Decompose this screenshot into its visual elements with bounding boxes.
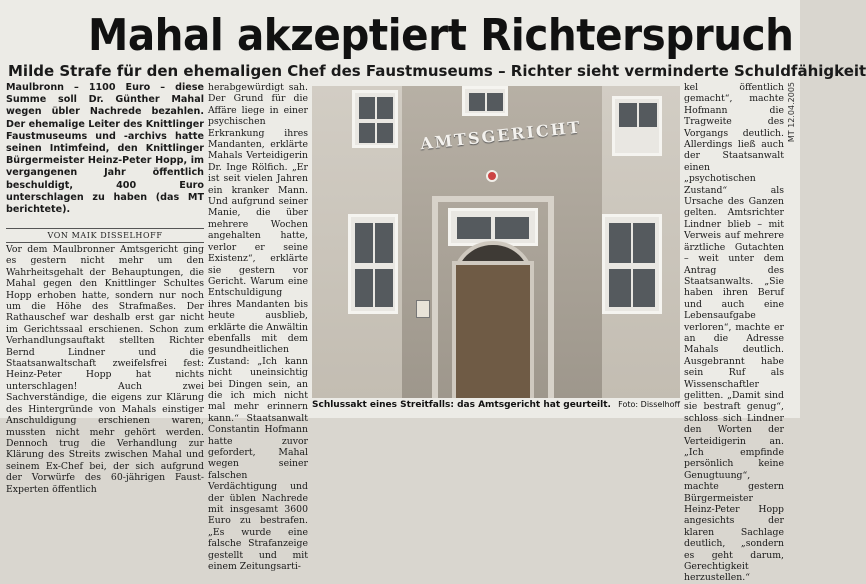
window [612, 96, 662, 156]
window [462, 86, 508, 116]
window [602, 214, 662, 314]
article-column-2 [208, 82, 308, 573]
coat-of-arms-plaque [416, 300, 430, 318]
column-2-text: herabgewürdigt sah. Der Grund für die Affäre liege in einer psychischen Erkrankung ihres Mandanten, erklärte Mahals Verteidigerin Dr. Inge Rölfich. „Er ist seit vielen Jahren ein kranker Mann. Und aufgrund seiner Manie, die über mehrere Wochen angehalten hatte, verlor er seine Existenz“, erklärte sie gestern vor Gericht. Warum eine Entschuldigung ihres Mandanten bis heute ausblieb, erklärte die Anwältin ebenfalls mit dem gesundheitlichen Zustand: „Ich kann nicht uneinsichtig bei Dingen sein, an die ich mich nicht mal mehr erinnern kann.“ Staatsanwalt Constantin Hofmann hatte zuvor gefordert, Mahal wegen seiner falschen Verdächtigung und der üblen Nachrede mit insgesamt 3600 Euro zu bestrafen. „Es wurde eine falsche Strafanzeige gestellt und mit einem Zeitungsarti- [208, 82, 308, 573]
court-door [452, 261, 534, 398]
author-byline: VON MAIK DISSELHOFF [6, 228, 204, 243]
photo-caption [312, 400, 680, 410]
article-column-1 [6, 244, 204, 495]
intro-text: Maulbronn – 1100 Euro – diese Summe soll Dr. Günther Mahal wegen übler Nachrede bezahlen. Der ehemalige Leiter des Knittlinger Faustmuseums und -archivs hatte seinen Intimfeind, den Knittlinger Bürgermeister Heinz-Peter Hopp, im vergangenen Jahr öffentlich beschuldigt, 400 Euro unterschlagen zu haben (das MT berichtete). [6, 82, 204, 216]
window [348, 214, 398, 314]
window [352, 90, 398, 148]
article-intro [6, 82, 204, 224]
subheadline: Milde Strafe für den ehemaligen Chef des Faustmuseums – Richter sieht verminderte Schuldfähigkeit [8, 62, 866, 80]
court-building-photo [312, 86, 680, 398]
emblem-icon [486, 170, 498, 182]
article-column-3 [684, 82, 784, 584]
building-sign: AMTSGERICHT [419, 117, 583, 154]
photo-credit: Foto: Disselhoff [618, 400, 680, 409]
column-1-text: Vor dem Maulbronner Amtsgericht ging es gestern nicht mehr um den Wahrheitsgehalt der Behauptungen, die Mahal gegen den Knittlinger Schultes Hopp erhoben hatte, sondern nur noch um die Höhe des Strafmaßes. Der Rathauschef war deshalb erst gar nicht im Gerichtssaal erschienen. Schon zum Verhandlungsauftakt stellten Richter Bernd Lindner und die Staatsanwaltschaft zweifelsfrei fest: Heinz-Peter Hopp hat nichts unterschlagen! Auch zwei Sachverständige, die eigens zur Klärung des Hintergründe von Mahals einstiger Anschuldigung erschienen waren, mussten nicht mehr gehört werden. Dennoch trug die Verhandlung zur Klärung des Streits zwischen Mahal und seinem Ex-Chef bei, der sich aufgrund der Vorwürfe des 60-jährigen Faust-Experten öffentlich [6, 244, 204, 495]
column-3-text: kel öffentlich gemacht“, machte Hofmann die Tragweite des Vorgangs deutlich. Allerdings ließ auch der Staatsanwalt einen „psychotischen Zustand“ als Ursache des Ganzen gelten. Amtsrichter Lindner blieb – mit Verweis auf mehrere ärztliche Gutachten – weit unter dem Antrag des Staatsanwalts. „Sie haben ihren Beruf und auch eine Lebensaufgabe verloren“, machte er an die Adresse Mahals deutlich. Ausgebrannt habe sein Ruf als Wissenschaftler gelitten. „Damit sind sie bestraft genug“, schloss sich Lindner den Worten der Verteidigerin an. „Ich empfinde persönlich keine Genugtuung“, machte gestern Bürgermeister Heinz-Peter Hopp angesichts der klaren Sachlage deutlich, „sondern es geht darum, Gerechtigkeit herzustellen.“ [684, 82, 784, 584]
publication-date: MT 12.04.2005 [787, 82, 796, 143]
caption-text: Schlussakt eines Streitfalls: das Amtsgericht hat geurteilt. [312, 400, 611, 410]
headline: Mahal akzeptiert Richterspruch [88, 10, 794, 61]
